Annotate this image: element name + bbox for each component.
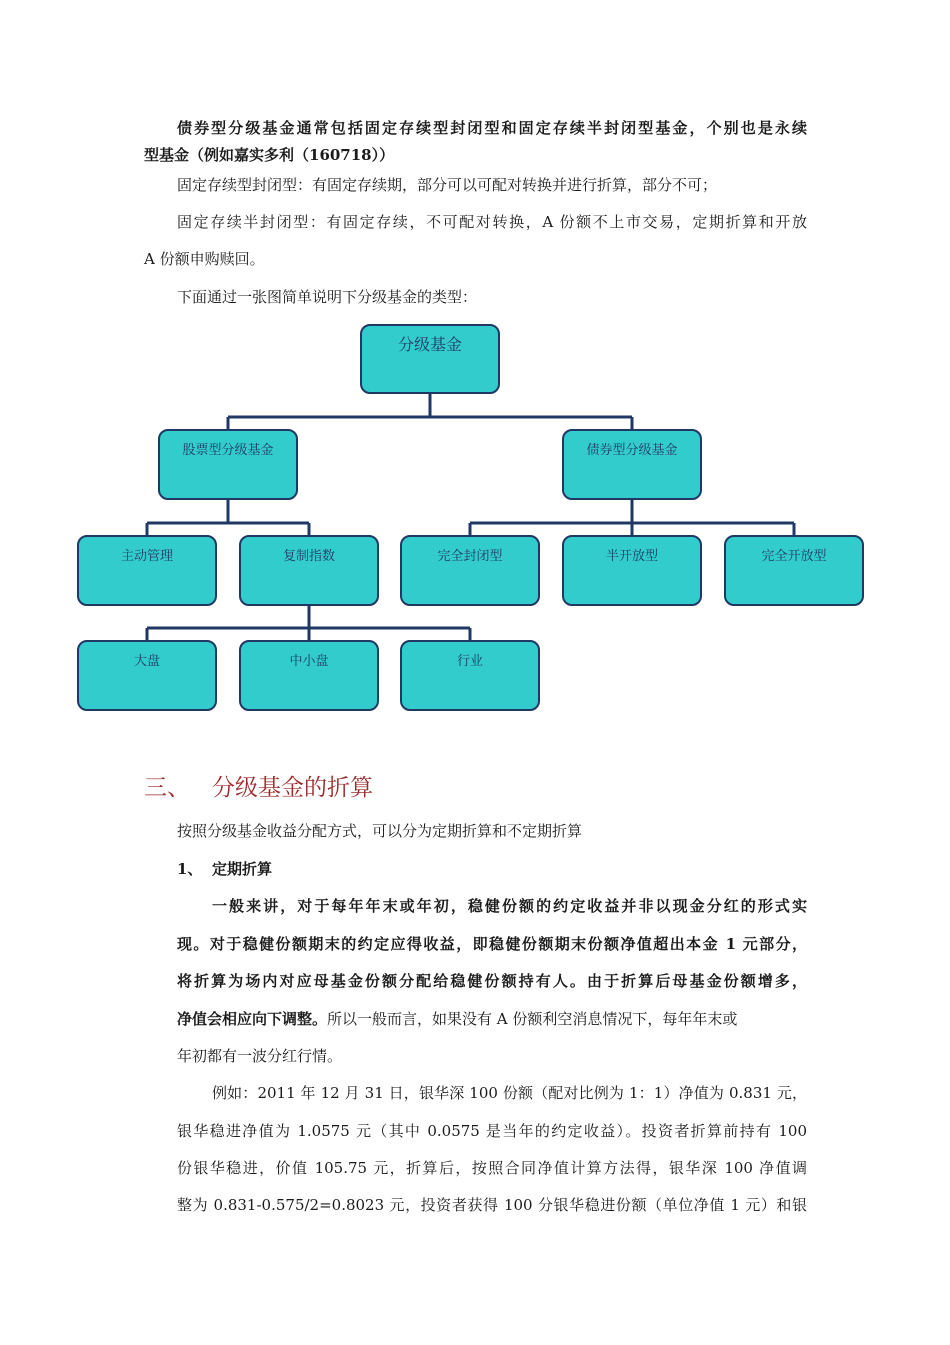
bold-text: 净值会相应向下调整。 bbox=[177, 1010, 328, 1028]
diagram-node-active: 主动管理 bbox=[77, 535, 217, 606]
subsection-number: 1、 bbox=[177, 860, 203, 878]
paragraph-line: 一般来讲，对于每年年末或年初，稳健份额的约定收益并非以现金分红的形式实 bbox=[212, 897, 807, 915]
paragraph-line: 债券型分级基金通常包括固定存续型封闭型和固定存续半封闭型基金，个别也是永续 bbox=[177, 119, 807, 137]
diagram-node-small-mid-cap: 中小盘 bbox=[239, 640, 379, 711]
paragraph-line: 份银华稳进，价值 105.75 元，折算后，按照合同净值计算方法得，银华深 100 净值调 bbox=[177, 1159, 807, 1177]
paragraph-line: 例如：2011 年 12 月 31 日，银华深 100 份额（配对比例为 1：1）净值为 0.831 元， bbox=[212, 1084, 807, 1102]
section-title: 分级基金的折算 bbox=[212, 775, 373, 801]
diagram-node-index: 复制指数 bbox=[239, 535, 379, 606]
diagram-node-stock: 股票型分级基金 bbox=[158, 429, 298, 500]
paragraph-line: 固定存续半封闭型：有固定存续，不可配对转换，A 份额不上市交易，定期折算和开放 bbox=[177, 213, 807, 231]
paragraph-line bbox=[177, 1009, 807, 1029]
paragraph-line: 整为 0.831-0.575/2=0.8023 元，投资者获得 100 分银华稳进份额（单位净值 1 元）和银 bbox=[177, 1196, 807, 1214]
section-intro: 按照分级基金收益分配方式，可以分为定期折算和不定期折算 bbox=[177, 822, 583, 840]
paragraph-line: 现。对于稳健份额期末的约定应得收益，即稳健份额期末份额净值超出本金 1 元部分， bbox=[177, 935, 807, 953]
diagram-node-semi-open: 半开放型 bbox=[562, 535, 702, 606]
diagram-node-root: 分级基金 bbox=[360, 324, 500, 394]
subsection-title: 定期折算 bbox=[212, 860, 273, 878]
diagram-node-open: 完全开放型 bbox=[724, 535, 864, 606]
diagram-node-bond: 债券型分级基金 bbox=[562, 429, 702, 500]
diagram-node-closed: 完全封闭型 bbox=[400, 535, 540, 606]
diagram-node-industry: 行业 bbox=[400, 640, 540, 711]
paragraph-line: 银华稳进净值为 1.0575 元（其中 0.0575 是当年的约定收益）。投资者折算前持有 100 bbox=[177, 1122, 807, 1140]
paragraph-line: 年初都有一波分红行情。 bbox=[177, 1047, 343, 1065]
paragraph-line: 固定存续型封闭型：有固定存续期，部分可以可配对转换并进行折算，部分不可； bbox=[177, 176, 718, 194]
paragraph-line: 型基金（例如嘉实多利（160718）） bbox=[144, 146, 395, 164]
normal-text: 所以一般而言，如果没有 A 份额利空消息情况下，每年年末或 bbox=[327, 1010, 738, 1028]
section-number: 三、 bbox=[144, 775, 190, 801]
paragraph-line: 将折算为场内对应母基金份额分配给稳健份额持有人。由于折算后母基金份额增多， bbox=[177, 972, 807, 990]
paragraph-line: 下面通过一张图简单说明下分级基金的类型： bbox=[177, 288, 478, 306]
diagram-node-large-cap: 大盘 bbox=[77, 640, 217, 711]
paragraph-line: A 份额申购赎回。 bbox=[144, 250, 265, 268]
